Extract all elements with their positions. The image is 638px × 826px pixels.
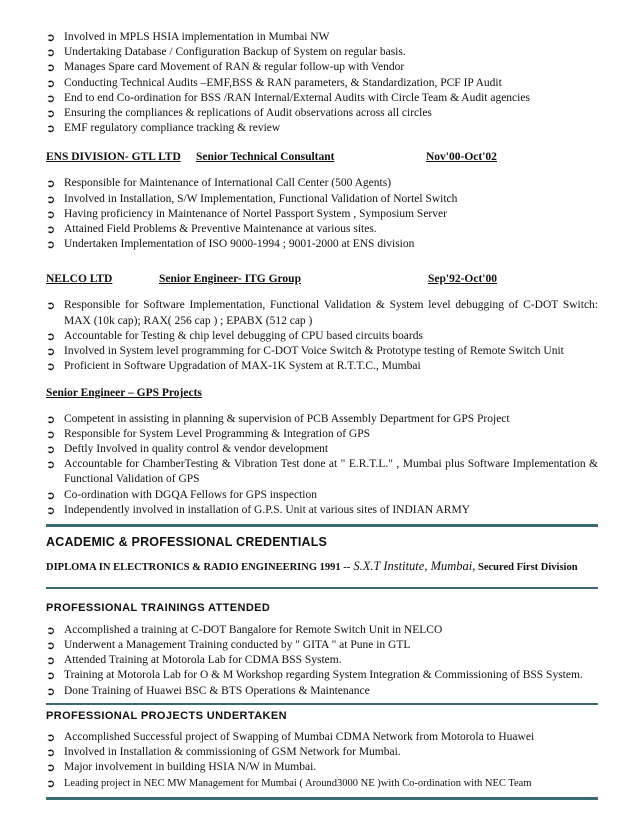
list-item: ➲ Leading project in NEC MW Management for Mumbai ( Around3000 NE )with Co-ordination with NEC Team <box>46 776 532 790</box>
list-item: ➲ Attended Training at Motorola Lab for CDMA BSS System. <box>46 654 342 668</box>
arrow-right-icon: ➲ <box>46 223 56 237</box>
list-item: ➲ Involved in MPLS HSIA implementation in Mumbai NW <box>46 31 330 44</box>
arrow-right-icon: ➲ <box>46 207 56 221</box>
list-item: ➲ End to end Co-ordination for BSS /RAN Internal/External Audits with Circle Team & Audit agencies <box>46 91 530 105</box>
list-item: ➲ Accountable for Testing & chip level debugging of CPU based circuits boards <box>46 329 423 343</box>
list-item: ➲ Undertaken Implementation of ISO 9000-1994 ; 9001-2000 at ENS division <box>46 238 415 252</box>
arrow-right-icon: ➲ <box>46 427 56 441</box>
arrow-right-icon: ➲ <box>46 122 56 136</box>
intro-bullet-list <box>46 30 598 136</box>
arrow-right-icon: ➲ <box>46 360 56 374</box>
list-item: ➲ Proficient in Software Upgradation of MAX-1K System at R.T.T.C., Mumbai <box>46 360 421 374</box>
company-name: ENS DIVISION- GTL LTD <box>46 151 181 164</box>
arrow-right-icon: ➲ <box>46 654 56 668</box>
list-item: ➲ Accomplished Successful project of Swapping of Mumbai CDMA Network from Motorola to Huawei <box>46 730 535 744</box>
list-item: ➲ Responsible for Software Implementation, Functional Validation & System level debugging of C-DOT Switch: MAX (10k cap); RAX( 256 cap ) ; EPABX (512 cap ) <box>46 299 598 327</box>
division-text: Secured First Division <box>475 562 578 574</box>
gps-bullet-list <box>46 412 598 518</box>
company-name: NELCO LTD <box>46 273 113 286</box>
projects-title: PROFESSIONAL PROJECTS UNDERTAKEN <box>46 709 287 722</box>
arrow-right-icon: ➲ <box>46 458 56 472</box>
arrow-right-icon: ➲ <box>46 329 56 343</box>
arrow-right-icon: ➲ <box>46 638 56 652</box>
trainings-title: PROFESSIONAL TRAININGS ATTENDED <box>46 602 271 615</box>
diploma-line <box>46 559 598 575</box>
academic-title: ACADEMIC & PROFESSIONAL CREDENTIALS <box>46 535 328 550</box>
job-header-ens <box>46 150 598 166</box>
ens-bullet-list <box>46 176 598 252</box>
arrow-right-icon: ➲ <box>46 61 56 75</box>
list-item: ➲ Ensuring the compliances & replications of Audit observations across all circles <box>46 107 432 121</box>
diploma-name: DIPLOMA IN ELECTRONICS & RADIO ENGINEERING 1991 -- <box>46 562 351 574</box>
list-item: ➲ Accomplished a training at C-DOT Bangalore for Remote Switch Unit in NELCO <box>46 623 443 637</box>
nelco-bullet-list <box>46 298 598 374</box>
arrow-right-icon: ➲ <box>46 299 56 313</box>
arrow-right-icon: ➲ <box>46 76 56 90</box>
list-item: ➲ Done Training of Huawei BSC & BTS Operations & Maintenance <box>46 684 370 698</box>
arrow-right-icon: ➲ <box>46 107 56 121</box>
arrow-right-icon: ➲ <box>46 177 56 191</box>
arrow-right-icon: ➲ <box>46 623 56 637</box>
list-item: ➲ Having proficiency in Maintenance of Nortel Passport System , Symposium Server <box>46 207 447 221</box>
arrow-right-icon: ➲ <box>46 776 56 790</box>
job-period: Sep'92-Oct'00 <box>428 273 497 286</box>
arrow-right-icon: ➲ <box>46 238 56 252</box>
list-item: ➲ Involved in Installation, S/W Implementation, Functional Validation of Nortel Switch <box>46 192 458 206</box>
arrow-right-icon: ➲ <box>46 669 56 683</box>
job-header-nelco <box>46 272 598 288</box>
list-item: ➲ Undertaking Database / Configuration Backup of System on regular basis. <box>46 46 406 60</box>
trainings-bullet-list <box>46 623 598 699</box>
section-divider <box>46 524 598 527</box>
section-divider <box>46 797 598 800</box>
job-period: Nov'00-Oct'02 <box>426 151 497 164</box>
arrow-right-icon: ➲ <box>46 91 56 105</box>
arrow-right-icon: ➲ <box>46 31 56 44</box>
list-item: ➲ Attained Field Problems & Preventive Maintenance at various sites. <box>46 223 377 237</box>
list-item: ➲ Major involvement in building HSIA N/W in Mumbai. <box>46 761 317 775</box>
job-role: Senior Technical Consultant <box>196 151 335 164</box>
arrow-right-icon: ➲ <box>46 746 56 760</box>
gps-heading: Senior Engineer – GPS Projects <box>46 387 202 400</box>
list-item: ➲ Responsible for Maintenance of International Call Center (500 Agents) <box>46 177 392 191</box>
projects-bullet-list <box>46 730 598 791</box>
arrow-right-icon: ➲ <box>46 46 56 60</box>
arrow-right-icon: ➲ <box>46 761 56 775</box>
section-divider <box>46 587 598 589</box>
arrow-right-icon: ➲ <box>46 503 56 517</box>
list-item: ➲ EMF regulatory compliance tracking & review <box>46 122 281 136</box>
arrow-right-icon: ➲ <box>46 345 56 359</box>
list-item: ➲ Independently involved in installation of G.P.S. Unit at various sites of INDIAN ARMY <box>46 503 470 517</box>
list-item: ➲ Manages Spare card Movement of RAN & regular follow-up with Vendor <box>46 61 405 75</box>
arrow-right-icon: ➲ <box>46 412 56 426</box>
list-item: ➲ Deftly Involved in quality control & vendor development <box>46 443 329 457</box>
list-item: ➲ Competent in assisting in planning & supervision of PCB Assembly Department for GPS Project <box>46 412 510 426</box>
list-item: ➲ Co-ordination with DGQA Fellows for GPS inspection <box>46 488 317 502</box>
list-item: ➲ Involved in System level programming for C-DOT Voice Switch & Prototype testing of Remote Switch Unit <box>46 345 564 359</box>
arrow-right-icon: ➲ <box>46 443 56 457</box>
arrow-right-icon: ➲ <box>46 192 56 206</box>
list-item: ➲ Underwent a Management Training conducted by " GITA " at Pune in GTL <box>46 638 411 652</box>
arrow-right-icon: ➲ <box>46 488 56 502</box>
resume-page <box>46 30 598 808</box>
section-divider <box>46 703 598 705</box>
arrow-right-icon: ➲ <box>46 730 56 744</box>
list-item: ➲ Accountable for ChamberTesting & Vibration Test done at " E.R.T.L." , Mumbai plus Software Implementation & Functional Validation of GPS <box>46 458 598 486</box>
list-item: ➲ Training at Motorola Lab for O & M Workshop regarding System Integration & Commissioning of BSS System. <box>46 669 583 683</box>
institute-name: S.X.T Institute, Mumbai, <box>350 559 476 574</box>
job-role: Senior Engineer- ITG Group <box>159 273 301 286</box>
list-item: ➲ Conducting Technical Audits –EMF,BSS & RAN parameters, & Standardization, PCF IP Audit <box>46 76 502 90</box>
list-item: ➲ Responsible for System Level Programming & Integration of GPS <box>46 427 370 441</box>
list-item: ➲ Involved in Installation & commissioning of GSM Network for Mumbai. <box>46 746 401 760</box>
arrow-right-icon: ➲ <box>46 684 56 698</box>
